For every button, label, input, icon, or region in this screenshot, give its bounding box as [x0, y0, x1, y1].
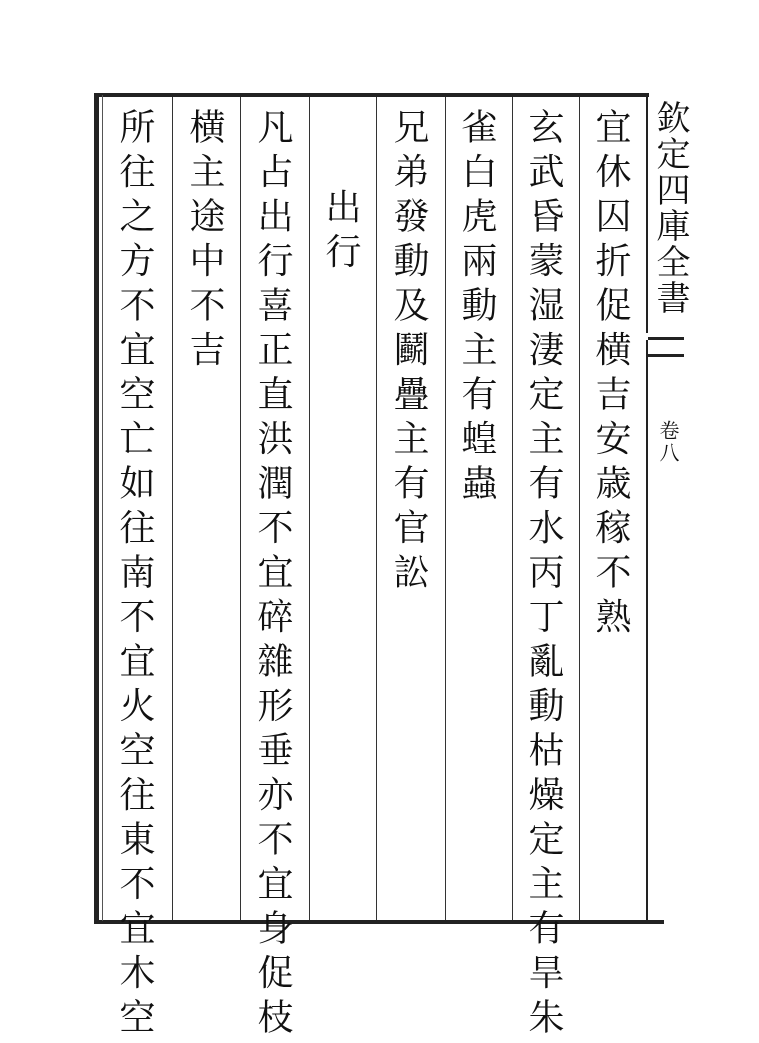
- text-column-8: 所往之方不宜空亡如往南不宜火空往東不宜木空: [114, 108, 155, 1043]
- column-separator: [376, 97, 377, 920]
- frame-right-border: [646, 93, 648, 333]
- frame-left-inner-line: [102, 95, 103, 921]
- column-separator: [240, 97, 241, 920]
- text-column-6: 凡占出行喜正直洪潤不宜碎雜形垂亦不宜身促枝: [252, 108, 293, 1043]
- column-separator: [445, 97, 446, 920]
- column-separator: [309, 97, 310, 920]
- text-column-3: 雀白虎兩動主有蝗蟲: [456, 108, 497, 509]
- frame-right-border-lower: [646, 340, 648, 924]
- text-column-1: 宜休囚折促横吉安歳稼不熟: [590, 108, 631, 642]
- juan-label: 卷八: [656, 420, 680, 464]
- book-title: 欽定四庫全書: [650, 100, 690, 316]
- frame-top-border: [96, 93, 649, 97]
- frame-left-border: [94, 93, 99, 924]
- text-column-4: 兄弟發動及鬬疊主有官訟: [388, 108, 429, 598]
- fishtail-mark: [648, 337, 684, 357]
- section-heading: 出行: [320, 188, 361, 277]
- text-column-7: 横主途中不吉: [184, 108, 225, 375]
- column-separator: [579, 97, 580, 920]
- column-separator: [512, 97, 513, 920]
- frame-bottom-border: [98, 920, 664, 924]
- text-column-2: 玄武昏蒙湿淒定主有水丙丁亂動枯燥定主有旱朱: [523, 108, 564, 1043]
- column-separator: [172, 97, 173, 920]
